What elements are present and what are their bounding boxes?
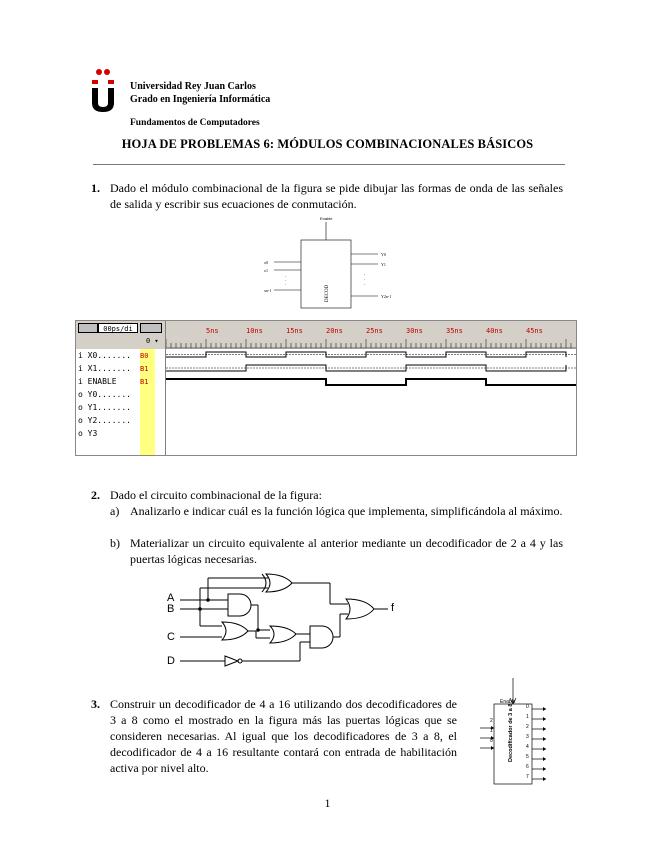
decoder-input-pin: 2	[490, 718, 493, 724]
waveform-traces	[166, 349, 576, 455]
zoom-out-button[interactable]	[78, 323, 98, 333]
university-name: Universidad Rey Juan Carlos	[130, 81, 256, 92]
course-name: Fundamentos de Computadores	[130, 118, 260, 128]
svg-text:xn-1: xn-1	[264, 288, 272, 293]
university-logo	[88, 68, 118, 116]
signal-value: B1	[140, 363, 154, 375]
time-label: 25ns	[366, 327, 383, 335]
input-b-label: B	[167, 603, 175, 615]
svg-text:Enable: Enable	[320, 216, 333, 221]
decoder-output-pin: 5	[526, 754, 529, 760]
input-c-label: C	[167, 631, 175, 643]
time-label: 20ns	[326, 327, 343, 335]
zoom-in-button[interactable]	[140, 323, 162, 333]
svg-text:x0: x0	[264, 260, 268, 265]
signal-name[interactable]: o Y2.......	[78, 416, 131, 425]
combinational-module-figure	[256, 212, 406, 312]
output-f-label: f	[391, 602, 395, 614]
problem-1-number: 1.	[91, 181, 100, 195]
decoder-enable-label: Enable	[500, 699, 516, 705]
problem-2a-label: a)	[110, 504, 120, 518]
degree-name: Grado en Ingeniería Informática	[130, 94, 271, 105]
decoder-output-pin: 6	[526, 764, 529, 770]
logic-circuit-figure	[160, 568, 410, 676]
problem-2b-text: Materializar un circuito equivalente al anterior mediante un decodificador de 2 a 4 y las puertas lógicas necesarias.	[130, 536, 563, 566]
problem-3-text: Construir un decodificador de 4 a 16 utilizando dos decodificadores de 3 a 8 como el mostrado en la figura más las puertas lógicas que se consideren necesarias. Al igual que los decodificadores de 3 a 8, el decodificador de 4 a 16 resultante contará con entrada de habilitación activa por nivel alto.	[110, 697, 457, 775]
time-label: 5ns	[206, 327, 219, 335]
value-column-header: 0 ▾	[146, 337, 159, 345]
decoder-output-pin: 0	[526, 704, 529, 710]
input-d-label: D	[167, 655, 175, 667]
decoder-input-pin: 1	[490, 728, 493, 734]
decoder-output-pin: 7	[526, 774, 529, 780]
svg-text:·: ·	[364, 273, 366, 278]
signal-name[interactable]: i X0.......	[78, 351, 131, 360]
time-label: 35ns	[446, 327, 463, 335]
svg-text:·: ·	[285, 275, 287, 280]
time-ruler	[166, 321, 576, 349]
decoder-output-pin: 4	[526, 744, 529, 750]
svg-text:Y0: Y0	[381, 252, 386, 257]
decoder-input-pin: 0	[490, 738, 493, 744]
signal-value: B1	[140, 376, 154, 388]
problem-1-text: Dado el módulo combinacional de la figura se pide dibujar las formas de onda de las señales de salida y escribir sus ecuaciones de conmutación.	[110, 181, 563, 211]
svg-text:DECOD: DECOD	[325, 284, 330, 302]
svg-text:·: ·	[364, 278, 366, 283]
time-label: 10ns	[246, 327, 263, 335]
problem-2-text: Dado el circuito combinacional de la figura:	[110, 488, 322, 502]
time-label: 40ns	[486, 327, 503, 335]
title-divider	[93, 164, 565, 165]
problem-2-number: 2.	[91, 488, 100, 502]
decoder-output-pin: 1	[526, 714, 529, 720]
svg-text:Y1: Y1	[381, 262, 386, 267]
signal-value: B0	[140, 350, 154, 362]
decoder-output-pin: 2	[526, 724, 529, 730]
svg-text:·: ·	[364, 283, 366, 288]
signal-name[interactable]: o Y1.......	[78, 403, 131, 412]
svg-text:·: ·	[285, 279, 287, 284]
page-number: 1	[324, 796, 331, 810]
signal-name[interactable]: o Y3	[78, 429, 98, 438]
problem-3-number: 3.	[91, 697, 100, 711]
svg-text:x1: x1	[264, 268, 268, 273]
time-scale-field[interactable]: 00ps/di	[98, 323, 138, 333]
signal-name[interactable]: o Y0.......	[78, 390, 131, 399]
svg-text:Y2n-1: Y2n-1	[381, 294, 392, 299]
decoder-body-label: Decodificador de 3 a 8	[508, 703, 514, 762]
input-a-label: A	[167, 592, 175, 604]
decoder-output-pin: 3	[526, 734, 529, 740]
page-title: HOJA DE PROBLEMAS 6: MÓDULOS COMBINACIONALES BÁSICOS	[121, 137, 534, 151]
problem-2b-label: b)	[110, 536, 120, 550]
svg-text:·: ·	[285, 283, 287, 288]
problem-2a-text: Analizarlo e indicar cuál es la función lógica que implementa, simplificándola al máximo.	[130, 504, 563, 518]
time-label: 30ns	[406, 327, 423, 335]
time-label: 15ns	[286, 327, 303, 335]
signal-name[interactable]: i ENABLE	[78, 377, 117, 386]
signal-name[interactable]: i X1.......	[78, 364, 131, 373]
waveform-viewer[interactable]	[75, 320, 577, 456]
time-label: 45ns	[526, 327, 543, 335]
